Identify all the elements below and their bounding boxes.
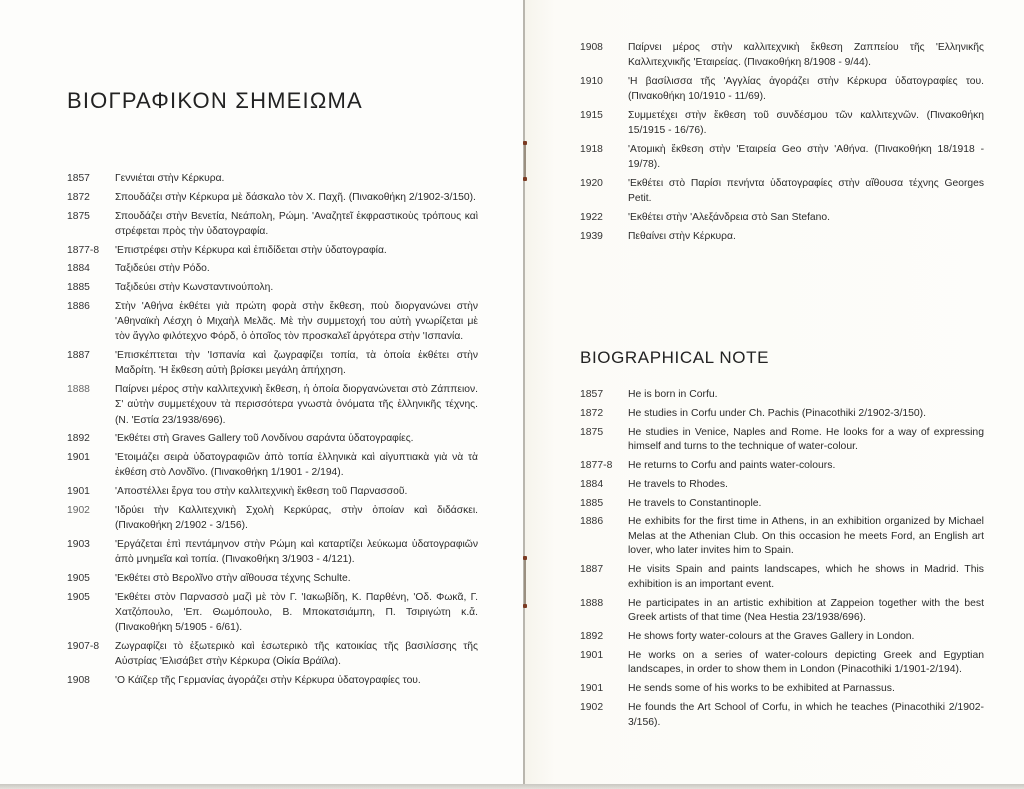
chronology-entry (67, 209, 478, 239)
entry-text: He returns to Corfu and paints water-colours. (628, 459, 836, 471)
chronology-entry (67, 261, 478, 276)
chronology-entry (580, 108, 984, 138)
entry-year: 1902 (580, 701, 604, 713)
entry-year: 1903 (67, 538, 90, 550)
entry-text: He studies in Venice, Naples and Rome. He looks for a way of expressing himself and turns to the technique of water-colour. (628, 426, 984, 453)
entry-year: 1901 (67, 486, 90, 498)
chronology-entry (580, 407, 984, 422)
chronology-entry (67, 503, 478, 533)
entry-text: 'Ιδρύει τὴν Καλλιτεχνικὴ Σχολὴ Κερκύρας, στὴν ὁποίαν καὶ διδάσκει. (Πινακοθήκη 2/1902 - 3/156). (115, 504, 478, 532)
entry-year: 1905 (67, 572, 90, 584)
chronology-entry (67, 243, 478, 258)
entry-year: 1887 (580, 564, 604, 576)
entry-text: He works on a series of water-colours depicting Greek and Egyptian landscapes, in order to show them in London (Pinacothiki 1/1901-2/194). (628, 649, 984, 676)
chronology-entry (580, 426, 984, 455)
chronology-entry (67, 190, 478, 205)
entry-year: 1910 (580, 76, 603, 87)
entry-text: 'Αποστέλλει ἔργα του στὴν καλλιτεχνικὴ ἔκθεση τοῦ Παρνασσοῦ. (115, 486, 408, 498)
entry-text: 'Εκθέτει στὴ Graves Gallery τοῦ Λονδίνου σαράντα ὑδατογραφίες. (115, 433, 414, 445)
chronology-entry (580, 459, 984, 474)
book-spine (523, 0, 525, 784)
chronology-entry (580, 388, 984, 403)
entry-text: 'Εκθέτει στὸ Παρίσι πενήντα ὑδατογραφίες στὴν αἴθουσα τέχνης Georges Petit. (628, 178, 984, 205)
entry-year: 1888 (67, 384, 90, 396)
entry-text: Παίρνει μέρος στὴν καλλιτεχνικὴ ἔκθεση Ζαππείου τῆς 'Ελληνικῆς Καλλιτεχνικῆς 'Εταιρείας. (Πινακοθήκη 8/1908 - 9/44). (628, 42, 984, 69)
entry-text: Ζωγραφίζει τὸ ἐξωτερικὸ καὶ ἐσωτερικὸ τῆς κατοικίας τῆς βασιλίσσης τῆς Αὐστρίας 'Ελισάβετ στὴν Κέρκυρα (Οἰκία Βράϊλα). (115, 640, 478, 668)
entry-year: 1915 (580, 110, 603, 121)
chronology-entry (580, 74, 984, 104)
chronology-entry (67, 299, 478, 345)
entry-text: Γεννιέται στὴν Κέρκυρα. (115, 173, 225, 184)
entry-year: 1887 (67, 350, 90, 362)
entry-year: 1875 (67, 210, 90, 222)
chronology-entry (67, 280, 478, 295)
entry-text: 'Επιστρέφει στὴν Κέρκυρα καὶ ἐπιδίδεται στὴν ὑδατογραφία. (115, 244, 387, 256)
chronology-entry (580, 563, 984, 592)
entry-text: 'Εργάζεται ἐπὶ πεντάμηνον στὴν Ρώμη καὶ καταρτίζει λεύκωμα ὑδατογραφιῶν ἀπὸ μνημεῖα καὶ τοπία. (Πινακοθήκη 3/1903 - 4/121). (115, 538, 478, 566)
entry-text: 'Ο Κάϊζερ τῆς Γερμανίας ἀγοράζει στὴν Κέρκυρα ὑδατογραφίες του. (115, 674, 421, 686)
entry-year: 1877-8 (580, 459, 613, 471)
greek-title: ΒΙΟΓΡΑΦΙΚΟΝ ΣΗΜΕΙΩΜΑ (67, 88, 363, 113)
entry-year: 1901 (67, 452, 90, 464)
chronology-entry (67, 571, 478, 586)
greek-chronology-list (67, 171, 478, 692)
entry-text: 'Ετοιμάζει σειρὰ ὑδατογραφιῶν ἀπὸ τοπία ἑλληνικὰ καὶ αἰγυπτιακὰ γιὰ νὰ τὰ ἐκθέση στὸ Λονδῖνο. (Πινακοθήκη 1/1901 - 2/194). (115, 452, 478, 479)
entry-year: 1905 (67, 591, 90, 603)
entry-year: 1886 (580, 516, 604, 528)
chronology-entry (580, 701, 984, 730)
entry-year: 1872 (580, 407, 604, 419)
entry-year: 1857 (580, 389, 604, 400)
entry-year: 1920 (580, 178, 603, 189)
entry-text: Παίρνει μέρος στὴν καλλιτεχνικὴ ἔκθεση, ἡ ὁποία διοργανώνεται στὸ Ζάππειον. Σ' αὐτὴν συμμετέχουν τὰ περισσότερα γνωστὰ ὀνόματα τῆς ἑλληνικῆς τέχνης. (Ν. 'Εστία 23/1938/696). (115, 384, 478, 426)
entry-text: Σπουδάζει στὴν Βενετία, Νεάπολη, Ρώμη. 'Αναζητεῖ ἐκφραστικοὺς τρόπους καὶ στρέφεται πρὸς τὴν ὑδατογραφία. (115, 210, 478, 237)
entry-text: 'Επισκέπτεται τὴν 'Ισπανία καὶ ζωγραφίζει τοπία, τὰ ὁποία ἐκθέτει στὴν Μαδρίτη. 'Η ἔκθεση αὐτὴ βρίσκει μεγάλη ἀπήχηση. (115, 350, 478, 377)
entry-text: Πεθαίνει στὴν Κέρκυρα. (628, 230, 736, 242)
entry-text: 'Η βασίλισσα τῆς 'Αγγλίας ἀγοράζει στὴν Κέρκυρα ὑδατογραφίες του. (Πινακοθήκη 10/1910 - 11/69). (628, 76, 984, 103)
chronology-entry (580, 40, 984, 70)
chronology-entry (67, 537, 478, 567)
entry-text: He participates in an artistic exhibition at Zappeion together with the best Greek artists of that time (Nea Hestia 23/1938/696). (628, 597, 984, 624)
entry-year: 1888 (580, 597, 604, 609)
entry-text: He exhibits for the first time in Athens, in an exhibition organized by Michael Melas at the Athenian Club. On this occasion he meets Ford, an English art lover, who later invites him to Spain. (628, 516, 984, 557)
entry-year: 1892 (580, 631, 604, 642)
chronology-entry (580, 229, 984, 244)
entry-text: He visits Spain and paints landscapes, which he shows in Madrid. This exhibition is an important event. (628, 564, 984, 590)
entry-year: 1884 (67, 263, 90, 275)
entry-year: 1907-8 (67, 640, 100, 652)
chronology-entry (580, 649, 984, 678)
entry-text: He founds the Art School of Corfu, in which he teaches (Pinacothiki 2/1902-3/156). (628, 701, 984, 728)
entry-text: He sends some of his works to be exhibited at Parnassus. (628, 683, 895, 695)
chronology-entry (580, 478, 984, 493)
entry-year: 1886 (67, 300, 90, 312)
chronology-entry (67, 590, 478, 636)
entry-text: He shows forty water-colours at the Graves Gallery in London. (628, 631, 915, 642)
greek-chronology-continued-list (580, 40, 984, 248)
entry-text: He is born in Corfu. (628, 389, 718, 400)
entry-year: 1885 (580, 497, 604, 509)
chronology-entry (580, 682, 984, 697)
entry-text: He travels to Constantinople. (628, 497, 762, 509)
chronology-entry (580, 210, 984, 225)
entry-year: 1884 (580, 478, 604, 490)
entry-year: 1875 (580, 426, 604, 438)
staple-bottom (524, 558, 526, 606)
page-bottom-shadow (0, 784, 1024, 789)
entry-year: 1901 (580, 683, 604, 695)
english-title: BIOGRAPHICAL NOTE (580, 348, 770, 367)
chronology-entry (67, 639, 478, 669)
entry-text: Στὴν 'Αθήνα ἐκθέτει γιὰ πρώτη φορὰ στὴν ἔκθεση, ποὺ διοργανώνει στὴν 'Αθηναϊκὴ Λέσχη ὁ Μιχαὴλ Μελᾶς. Μὲ τὴν συμμετοχή του αὐτὴ γνωρίζεται μὲ τὸν ἄγγλο φιλότεχνο Φόρδ, ὁ ὁποῖος τὸν προσκαλεῖ ἀργότερα στὴν 'Ισπανία. (115, 300, 478, 343)
entry-text: Συμμετέχει στὴν ἔκθεση τοῦ συνδέσμου τῶν καλλιτεχνῶν. (Πινακοθήκη 15/1915 - 16/76). (628, 110, 984, 137)
entry-text: 'Εκθέτει στὸ Βερολῖνο στὴν αἴθουσα τέχνης Schulte. (115, 572, 351, 584)
entry-year: 1872 (67, 191, 90, 203)
chronology-entry (67, 431, 478, 446)
entry-text: Ταξιδεύει στὴν Κωνσταντινούπολη. (115, 282, 274, 294)
chronology-entry (580, 142, 984, 172)
entry-text: 'Εκθέτει στὴν 'Αλεξάνδρεια στὸ San Stefano. (628, 212, 830, 223)
entry-year: 1908 (580, 42, 603, 53)
entry-year: 1877-8 (67, 244, 100, 256)
entry-year: 1922 (580, 212, 603, 223)
entry-text: Ταξιδεύει στὴν Ρόδο. (115, 263, 210, 275)
staple-top (524, 143, 526, 179)
entry-year: 1857 (67, 173, 90, 184)
right-page (525, 0, 1024, 784)
chronology-entry (580, 497, 984, 512)
entry-year: 1901 (580, 649, 604, 661)
chronology-entry (580, 597, 984, 626)
entry-year: 1885 (67, 282, 90, 294)
chronology-entry (580, 515, 984, 559)
entry-year: 1908 (67, 674, 90, 686)
entry-text: He travels to Rhodes. (628, 478, 728, 490)
entry-text: He studies in Corfu under Ch. Pachis (Pinacothiki 2/1902-3/150). (628, 407, 927, 419)
chronology-entry (67, 450, 478, 480)
entry-year: 1892 (67, 433, 90, 445)
chronology-entry (580, 630, 984, 645)
english-chronology-list (580, 388, 984, 734)
entry-year: 1918 (580, 144, 603, 155)
chronology-entry (67, 348, 478, 378)
chronology-entry (580, 176, 984, 206)
entry-text: 'Εκθέτει στὸν Παρνασσὸ μαζὶ μὲ τὸν Γ. 'Ιακωβίδη, Κ. Παρθένη, 'Οδ. Φωκᾶ, Γ. Χατζόπουλο, 'Επ. Θωμόπουλο, Β. Μποκατσιάμπη, Π. Τσιριγώτη κ.ἄ. (Πινακοθήκη 5/1905 - 6/61). (115, 591, 478, 634)
entry-year: 1902 (67, 504, 90, 516)
entry-text: 'Ατομικὴ ἔκθεση στὴν 'Εταιρεία Geo στὴν 'Αθήνα. (Πινακοθήκη 18/1918 - 19/78). (628, 144, 984, 171)
entry-year: 1939 (580, 230, 603, 242)
chronology-entry (67, 673, 478, 688)
chronology-entry (67, 484, 478, 499)
chronology-entry (67, 171, 478, 186)
entry-text: Σπουδάζει στὴν Κέρκυρα μὲ δάσκαλο τὸν Χ. Παχῆ. (Πινακοθήκη 2/1902-3/150). (115, 191, 476, 203)
chronology-entry (67, 382, 478, 428)
